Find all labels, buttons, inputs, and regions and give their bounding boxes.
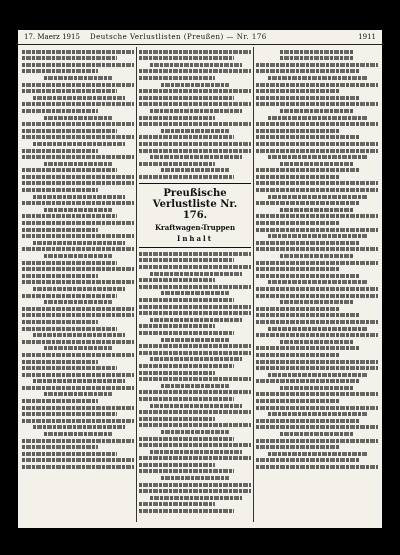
column-rule (136, 47, 137, 522)
column-left (22, 47, 134, 524)
notice-subheading: Kraftwagen-Truppen (154, 222, 236, 232)
column-right (256, 47, 378, 524)
column-rule (253, 47, 254, 522)
header-date: 17. Maerz 1915 (24, 33, 80, 41)
header-title: Deutsche Verlustlisten (Preußen) — Nr. 176 (90, 33, 267, 41)
newspaper-page (18, 30, 382, 528)
notice-heading: Preußische Verlustliste Nr. 176. (152, 187, 238, 221)
notice-label: Inhalt (177, 233, 213, 243)
column-middle (139, 47, 251, 524)
page-header (18, 30, 382, 45)
page-number: 1911 (358, 33, 376, 41)
notice-box (139, 183, 251, 248)
